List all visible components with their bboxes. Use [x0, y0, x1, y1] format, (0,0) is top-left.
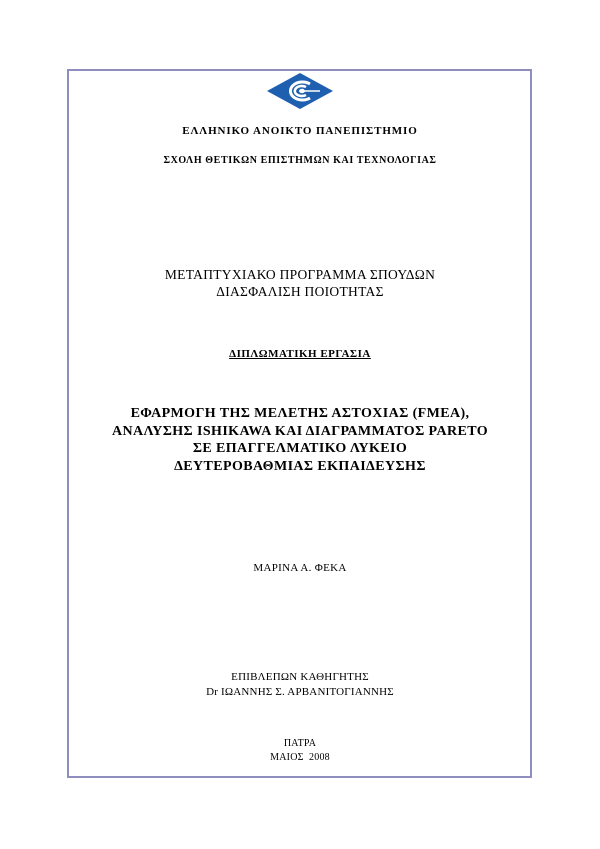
program-specialization: ΔΙΑΣΦΑΛΙΣΗ ΠΟΙΟΤΗΤΑΣ [216, 284, 384, 299]
place-date-block [0, 737, 600, 765]
date: ΜΑΙΟΣ 2008 [270, 752, 330, 763]
thesis-title-line: ΔΕΥΤΕΡΟΒΑΘΜΙΑΣ ΕΚΠΑΙΔΕΥΣΗΣ [174, 458, 426, 474]
supervisor-block [0, 670, 600, 700]
thesis-title-line: ΣΕ ΕΠΑΓΓΕΛΜΑΤΙΚΟ ΛΥΚΕΙΟ [192, 441, 408, 456]
program-block [0, 266, 600, 300]
supervisor-role: ΕΠΙΒΛΕΠΩΝ ΚΑΘΗΓΗΤΗΣ [231, 671, 369, 683]
university-name: ΕΛΛΗΝΙΚΟ ΑΝΟΙΚΤΟ ΠΑΝΕΠΙΣΤΗΜΙΟ [182, 125, 418, 137]
city: ΠΑΤΡΑ [283, 738, 317, 749]
university-logo-icon [266, 72, 334, 110]
program-name: ΜΕΤΑΠΤΥΧΙΑΚΟ ΠΡΟΓΡΑΜΜΑ ΣΠΟΥΔΩΝ [164, 267, 436, 282]
thesis-title [0, 405, 600, 475]
thesis-title-line: ΕΦΑΡΜΟΓΗ ΤΗΣ ΜΕΛΕΤΗΣ ΑΣΤΟΧΙΑΣ (FMEA), [130, 406, 470, 421]
supervisor-name: Dr ΙΩΑΝΝΗΣ Σ. ΑΡΒΑΝΙΤΟΓΙΑΝΝΗΣ [206, 686, 394, 698]
thesis-title-line: ΑΝΑΛΥΣΗΣ ISHIKAWA ΚΑΙ ΔΙΑΓΡΑΜΜΑΤΟΣ PARETO [112, 423, 488, 439]
thesis-type-label: ΔΙΠΛΩΜΑΤΙΚΗ ΕΡΓΑΣΙΑ [229, 348, 371, 360]
school-name: ΣΧΟΛΗ ΘΕΤΙΚΩΝ ΕΠΙΣΤΗΜΩΝ ΚΑΙ ΤΕΧΝΟΛΟΓΙΑΣ [163, 155, 437, 166]
author-name: ΜΑΡΙΝΑ Α. ΦΕΚΑ [253, 562, 347, 574]
